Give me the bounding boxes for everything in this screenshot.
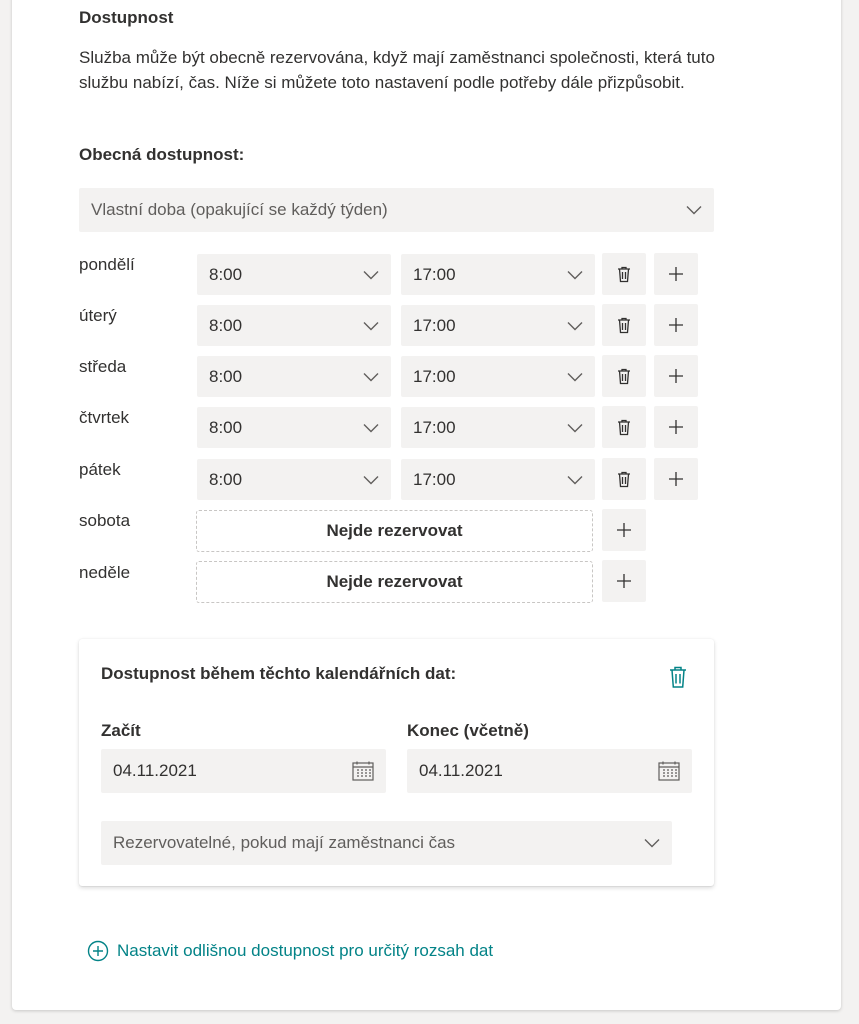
- trash-icon: [668, 665, 688, 689]
- time-value: 17:00: [413, 264, 456, 284]
- end-date-label: Konec (včetně): [407, 721, 529, 740]
- time-value: 8:00: [209, 315, 243, 335]
- day-label-friday: pátek: [79, 460, 121, 479]
- thursday-delete-button[interactable]: [602, 406, 646, 448]
- time-value: 17:00: [413, 469, 456, 489]
- time-value: 17:00: [413, 315, 456, 335]
- trash-icon: [616, 418, 632, 436]
- chevron-down-icon: [567, 423, 583, 433]
- chevron-down-icon: [363, 321, 379, 331]
- plus-icon: [617, 523, 631, 537]
- bookable-value: Rezervovatelné, pokud mají zaměstnanci čas: [113, 833, 456, 852]
- start-date-label: Začít: [101, 721, 141, 740]
- plus-icon: [669, 318, 683, 332]
- chevron-down-icon: [363, 423, 379, 433]
- saturday-unavailable-slot: [196, 510, 593, 552]
- wednesday-start-dropdown[interactable]: [197, 356, 391, 397]
- start-date-input[interactable]: [101, 749, 386, 793]
- unavailable-text: Nejde rezervovat: [326, 572, 463, 591]
- trash-icon: [616, 265, 632, 283]
- monday-end-dropdown[interactable]: [401, 254, 595, 295]
- monday-add-button[interactable]: [654, 253, 698, 295]
- chevron-down-icon: [363, 372, 379, 382]
- end-date-input[interactable]: [407, 749, 692, 793]
- friday-add-button[interactable]: [654, 458, 698, 500]
- time-value: 8:00: [209, 417, 243, 437]
- plus-icon: [669, 267, 683, 281]
- date-range-delete-button[interactable]: [666, 664, 690, 690]
- general-availability-label: Obecná dostupnost:: [79, 145, 245, 164]
- monday-delete-button[interactable]: [602, 253, 646, 295]
- thursday-end-dropdown[interactable]: [401, 407, 595, 448]
- add-date-range-link[interactable]: [87, 940, 493, 962]
- general-availability-dropdown[interactable]: [79, 188, 714, 232]
- bookable-dropdown[interactable]: [101, 821, 672, 865]
- sunday-unavailable-slot: [196, 561, 593, 603]
- plus-icon: [669, 369, 683, 383]
- friday-delete-button[interactable]: [602, 458, 646, 500]
- wednesday-end-dropdown[interactable]: [401, 356, 595, 397]
- chevron-down-icon: [363, 270, 379, 280]
- chevron-down-icon: [686, 205, 702, 215]
- chevron-down-icon: [644, 838, 660, 848]
- time-value: 17:00: [413, 366, 456, 386]
- add-date-range-label: Nastavit odlišnou dostupnost pro určitý rozsah dat: [117, 941, 494, 960]
- thursday-add-button[interactable]: [654, 406, 698, 448]
- wednesday-add-button[interactable]: [654, 355, 698, 397]
- time-value: 8:00: [209, 264, 243, 284]
- day-label-wednesday: středa: [79, 357, 127, 376]
- trash-icon: [616, 367, 632, 385]
- day-label-thursday: čtvrtek: [79, 408, 130, 427]
- trash-icon: [616, 470, 632, 488]
- chevron-down-icon: [567, 270, 583, 280]
- chevron-down-icon: [567, 475, 583, 485]
- date-range-title: Dostupnost během těchto kalendářních dat:: [101, 664, 457, 683]
- plus-icon: [669, 472, 683, 486]
- general-availability-value: Vlastní doba (opakující se každý týden): [91, 200, 388, 219]
- start-date-value: 04.11.2021: [113, 761, 197, 780]
- tuesday-delete-button[interactable]: [602, 304, 646, 346]
- add-circle-icon: [87, 940, 109, 962]
- chevron-down-icon: [567, 321, 583, 331]
- time-value: 8:00: [209, 366, 243, 386]
- wednesday-delete-button[interactable]: [602, 355, 646, 397]
- friday-end-dropdown[interactable]: [401, 459, 595, 500]
- day-label-sunday: neděle: [79, 563, 131, 582]
- time-value: 17:00: [413, 417, 456, 437]
- friday-start-dropdown[interactable]: [197, 459, 391, 500]
- day-label-monday: pondělí: [79, 255, 135, 274]
- plus-icon: [617, 574, 631, 588]
- tuesday-add-button[interactable]: [654, 304, 698, 346]
- calendar-icon: [658, 761, 680, 781]
- tuesday-start-dropdown[interactable]: [197, 305, 391, 346]
- time-value: 8:00: [209, 469, 243, 489]
- day-label-tuesday: úterý: [79, 306, 117, 325]
- day-label-saturday: sobota: [79, 511, 131, 530]
- unavailable-text: Nejde rezervovat: [326, 521, 463, 540]
- tuesday-end-dropdown[interactable]: [401, 305, 595, 346]
- section-title: Dostupnost: [79, 8, 174, 27]
- chevron-down-icon: [363, 475, 379, 485]
- sunday-add-button[interactable]: [602, 560, 646, 602]
- plus-icon: [669, 420, 683, 434]
- chevron-down-icon: [567, 372, 583, 382]
- trash-icon: [616, 316, 632, 334]
- availability-description: Služba může být obecně rezervována, když mají zaměstnanci společnosti, která tuto službu nabízí, čas. Níže si můžete toto nastavení podle potřeby dále přizpůsobit.: [79, 48, 715, 92]
- end-date-value: 04.11.2021: [419, 761, 503, 780]
- calendar-icon: [352, 761, 374, 781]
- thursday-start-dropdown[interactable]: [197, 407, 391, 448]
- saturday-add-button[interactable]: [602, 509, 646, 551]
- monday-start-dropdown[interactable]: [197, 254, 391, 295]
